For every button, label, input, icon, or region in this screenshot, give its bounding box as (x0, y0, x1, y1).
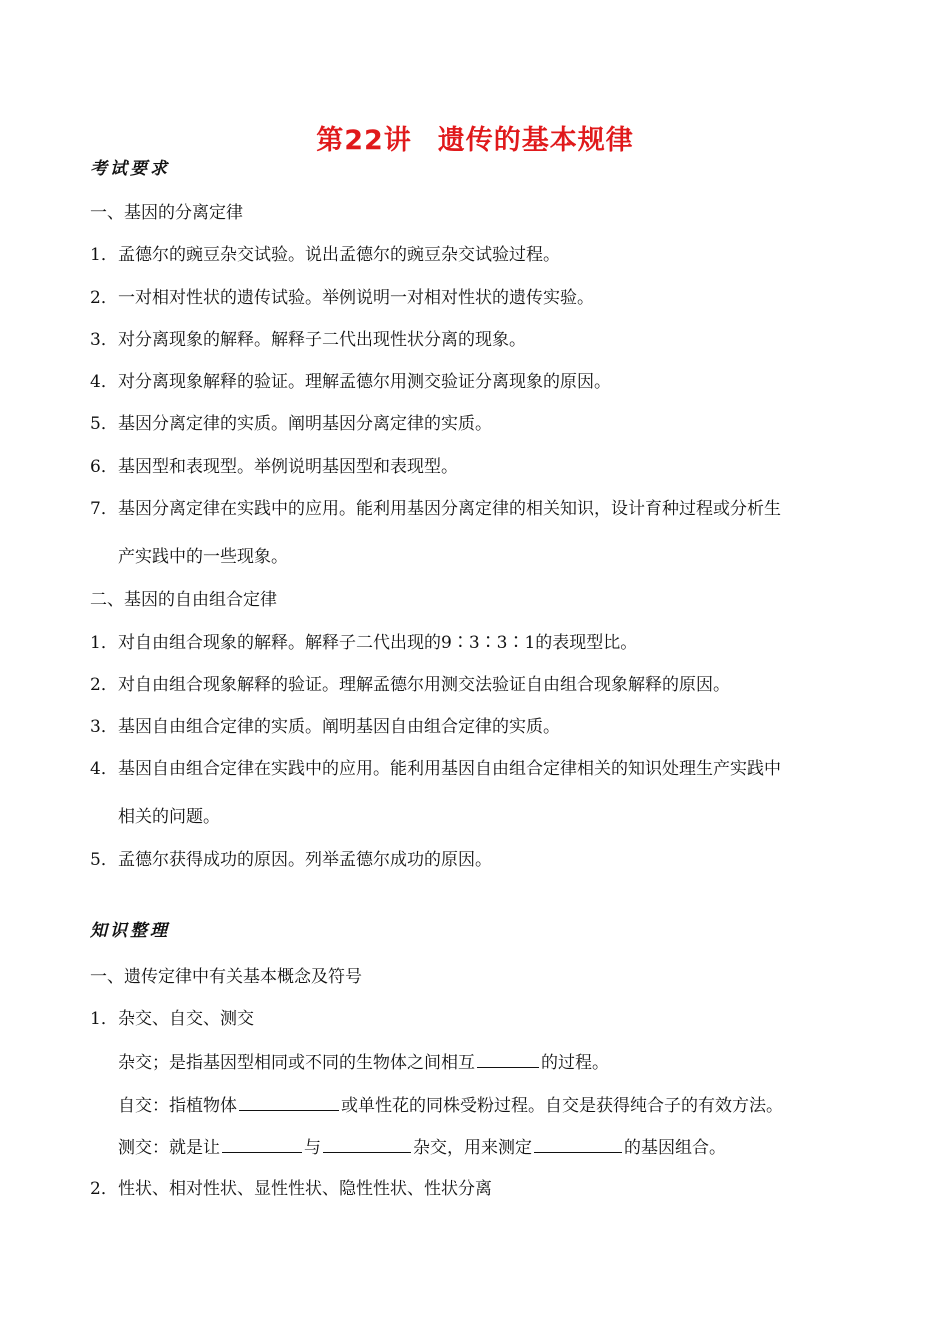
list-item: 6．基因型和表现型。举例说明基因型和表现型。 (90, 457, 458, 477)
list-item: 1．杂交、自交、测交 (90, 1009, 254, 1029)
list-item: 2．一对相对性状的遗传试验。举例说明一对相对性状的遗传实验。 (90, 288, 594, 308)
fill-blank[interactable] (222, 1136, 302, 1153)
definition-hybrid: 杂交；是指基因型相同或不同的生物体之间相互 的过程。 (118, 1053, 609, 1073)
list-item: 2．对自由组合现象解释的验证。理解孟德尔用测交法验证自由组合现象解释的原因。 (90, 675, 730, 695)
list-item: 7．基因分离定律在实践中的应用。能利用基因分离定律的相关知识，设计育种过程或分析生 (90, 499, 781, 519)
list-item: 5．孟德尔获得成功的原因。列举孟德尔成功的原因。 (90, 850, 492, 870)
list-item-continuation: 产实践中的一些现象。 (118, 547, 288, 567)
lecture-number: 第22讲 (316, 125, 412, 156)
fill-blank[interactable] (323, 1136, 411, 1153)
list-item: 4．对分离现象解释的验证。理解孟德尔用测交验证分离现象的原因。 (90, 372, 611, 392)
list-item: 1．孟德尔的豌豆杂交试验。说出孟德尔的豌豆杂交试验过程。 (90, 245, 560, 265)
section-heading-independent-assortment: 二、基因的自由组合定律 (90, 590, 277, 610)
lecture-topic: 遗传的基本规律 (437, 125, 634, 156)
definition-testcross: 测交：就是让 与 杂交，用来测定 的基因组合。 (118, 1138, 726, 1158)
definition-selfing: 自交：指植物体 或单性花的同株受粉过程。自交是获得纯合子的有效方法。 (118, 1096, 783, 1116)
list-item: 4．基因自由组合定律在实践中的应用。能利用基因自由组合定律相关的知识处理生产实践中 (90, 759, 781, 779)
fill-blank[interactable] (477, 1051, 539, 1068)
fill-blank[interactable] (534, 1136, 622, 1153)
section-heading-segregation: 一、基因的分离定律 (90, 203, 243, 223)
knowledge-heading: 知识整理 (90, 921, 170, 941)
fill-blank[interactable] (239, 1094, 339, 1111)
page-title (0, 118, 950, 157)
list-item: 3．对分离现象的解释。解释子二代出现性状分离的现象。 (90, 330, 526, 350)
list-item: 1．对自由组合现象的解释。解释子二代出现的9∶3∶3∶1的表现型比。 (90, 633, 638, 653)
list-item-continuation: 相关的问题。 (118, 807, 220, 827)
section-heading-concepts: 一、遗传定律中有关基本概念及符号 (90, 967, 362, 987)
exam-requirements-heading: 考试要求 (90, 159, 170, 179)
list-item: 2．性状、相对性状、显性性状、隐性性状、性状分离 (90, 1179, 492, 1199)
list-item: 5．基因分离定律的实质。阐明基因分离定律的实质。 (90, 414, 492, 434)
list-item: 3．基因自由组合定律的实质。阐明基因自由组合定律的实质。 (90, 717, 560, 737)
